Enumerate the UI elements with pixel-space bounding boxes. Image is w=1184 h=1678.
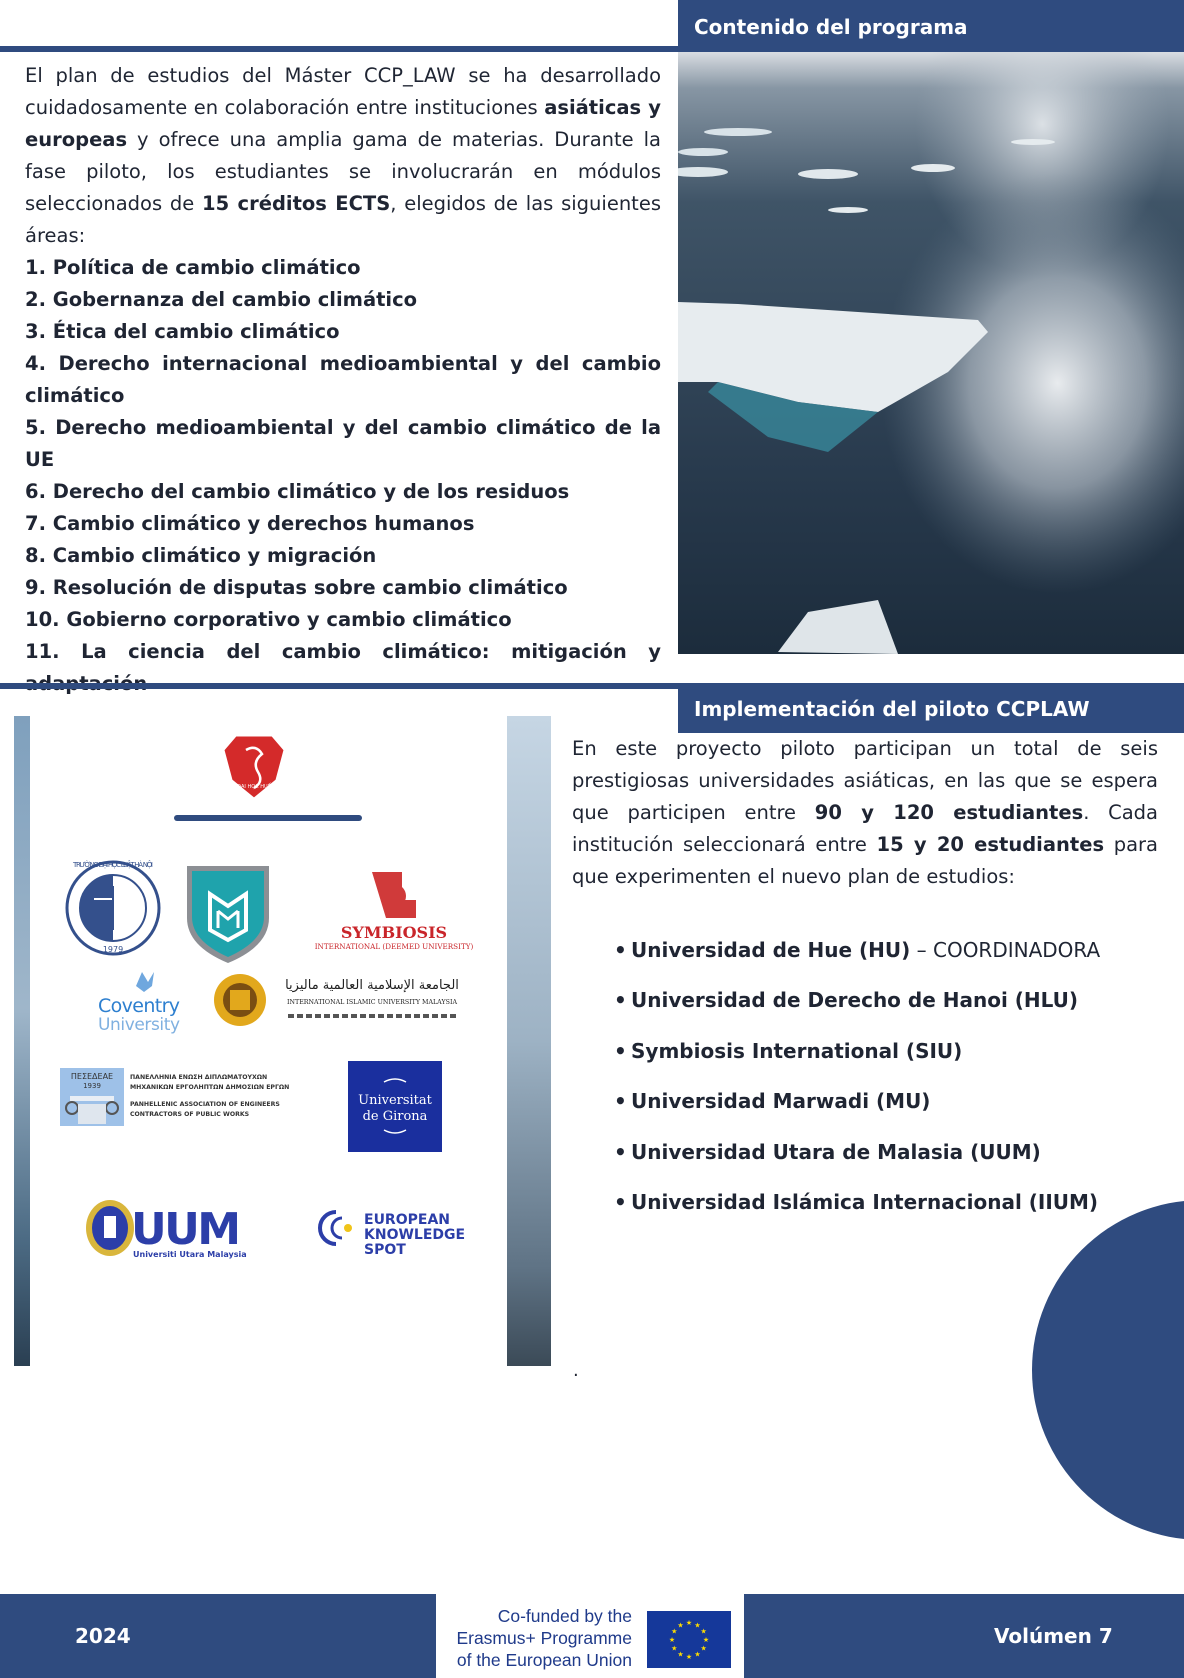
svg-text:Coventry: Coventry (98, 995, 180, 1017)
module-item: 10. Gobierno corporativo y cambio climático (25, 608, 512, 631)
coordinator-label: – COORDINADORA (910, 938, 1101, 962)
bullet-icon: • (614, 1139, 627, 1164)
bullet-icon: • (614, 1089, 627, 1114)
footer-right-band (744, 1594, 1184, 1678)
footer-volume: Volúmen 7 (994, 1624, 1113, 1648)
svg-text:1979: 1979 (102, 945, 124, 954)
bullet-icon: • (614, 938, 627, 962)
section-header-program (678, 0, 1184, 52)
eu-star-icon: ★ (668, 1636, 676, 1644)
university-item (614, 1127, 1134, 1177)
university-name: Symbiosis International (SIU) (631, 1038, 963, 1063)
bullet-icon: • (614, 1190, 627, 1215)
module-item: 11. La ciencia del cambio climático: mitigación y (25, 640, 661, 663)
eu-line-2: Erasmus+ Programme (456, 1628, 632, 1648)
university-item (614, 975, 1134, 1025)
photo-edge-left (14, 716, 30, 1366)
top-divider (0, 46, 680, 52)
svg-text:Universitat: Universitat (358, 1093, 432, 1108)
emphasis-text: 15 y 20 estudiantes (876, 833, 1105, 856)
footer-left-band (0, 1594, 436, 1678)
svg-text:PANHELLENIC ASSOCIATION OF ENG: PANHELLENIC ASSOCIATION OF ENGINEERS (130, 1101, 280, 1108)
svg-text:de Girona: de Girona (362, 1109, 428, 1124)
eu-star-icon: ★ (694, 1650, 701, 1659)
eu-line-3: of the European Union (456, 1650, 632, 1670)
university-name: Universidad Marwadi (MU) (631, 1089, 931, 1114)
svg-text:الجامعة الإسلامية العالمية مال: الجامعة الإسلامية العالمية ماليزيا (285, 978, 459, 993)
uum-logo (86, 1200, 247, 1259)
svg-text:INTERNATIONAL (DEEMED UNIVERSI: INTERNATIONAL (DEEMED UNIVERSITY) (314, 942, 474, 951)
svg-text:INTERNATIONAL ISLAMIC UNIVERSI: INTERNATIONAL ISLAMIC UNIVERSITY MALAYSIA (287, 999, 457, 1006)
body-text: para que experimenten el nuevo plan de estudios: (572, 833, 1158, 888)
bullet-icon: • (614, 988, 627, 1013)
university-name: Universidad Islámica Internacional (IIUM) (631, 1190, 1099, 1215)
program-intro (25, 60, 661, 252)
eu-star-icon: ★ (671, 1644, 678, 1653)
module-item: 6. Derecho del cambio climático y de los residuos (25, 480, 570, 503)
body-text: . Cada institución seleccionará entre (572, 801, 1159, 856)
university-item (614, 925, 1134, 975)
logo-divider (174, 815, 362, 821)
module-item: 8. Cambio climático y migración (25, 544, 377, 567)
svg-text:Universiti Utara Malaysia: Universiti Utara Malaysia (133, 1250, 247, 1259)
hanoi-law-university-logo (67, 860, 159, 954)
partner-logos (14, 716, 557, 1383)
module-item: 5. Derecho medioambiental y del cambio climático de la UE (25, 416, 661, 471)
ice-sea-photo (678, 52, 1184, 654)
svg-text:University: University (98, 1015, 180, 1035)
svg-text:ĐẠI HỌC HUẾ: ĐẠI HỌC HUẾ (237, 784, 271, 790)
university-list (614, 925, 1134, 1227)
section-header-pilot (678, 683, 1184, 733)
module-item: 9. Resolución de disputas sobre cambio climático (25, 576, 568, 599)
svg-text:ΠΕΣΕΔΕΑΕ: ΠΕΣΕΔΕΑΕ (70, 1072, 114, 1081)
eu-star-icon: ★ (677, 1621, 684, 1630)
eu-star-icon: ★ (685, 1653, 693, 1661)
ice-image (678, 52, 1184, 654)
svg-text:KNOWLEDGE: KNOWLEDGE (364, 1227, 466, 1243)
university-item (614, 1026, 1134, 1076)
svg-text:CONTRACTORS OF PUBLIC WORKS: CONTRACTORS OF PUBLIC WORKS (130, 1111, 250, 1118)
svg-text:1939: 1939 (83, 1082, 101, 1090)
erasmus-cofunded-text (440, 1605, 632, 1671)
eu-line-1: Co-funded by the (497, 1606, 632, 1626)
module-item: 4. Derecho internacional medioambiental y del cambio climático (25, 352, 661, 407)
module-item: 7. Cambio climático y derechos humanos (25, 512, 475, 535)
eu-star-icon: ★ (677, 1650, 684, 1659)
trailing-dot: . (573, 1360, 579, 1381)
university-name: Universidad Utara de Malasia (UUM) (631, 1139, 1041, 1164)
svg-text:SPOT: SPOT (364, 1242, 406, 1258)
svg-text:SYMBIOSIS: SYMBIOSIS (340, 923, 448, 942)
emphasis-text: asiáticas y europeas (25, 96, 661, 151)
footer-year: 2024 (75, 1624, 131, 1648)
eu-flag-icon (647, 1611, 731, 1668)
svg-text:ΜΗΧΑΝΙΚΩΝ ΕΡΓΟΛΗΠΤΩΝ ΔΗΜΟΣΙΩΝ: ΜΗΧΑΝΙΚΩΝ ΕΡΓΟΛΗΠΤΩΝ ΔΗΜΟΣΙΩΝ ΕΡΓΩΝ (130, 1084, 290, 1091)
eu-star-icon: ★ (694, 1621, 701, 1630)
svg-text:ΠΑΝΕΛΛΗΝΙΑ ΕΝΩΣΗ ΔΙΠΛΩΜΑΤΟΥΧΩΝ: ΠΑΝΕΛΛΗΝΙΑ ΕΝΩΣΗ ΔΙΠΛΩΜΑΤΟΥΧΩΝ (130, 1074, 268, 1081)
partner-logos-panel (14, 716, 557, 1383)
eu-star-icon: ★ (700, 1627, 707, 1636)
module-item: 2. Gobernanza del cambio climático (25, 288, 418, 311)
section-title: Implementación del piloto CCPLAW (694, 697, 1090, 721)
photo-edge-right (507, 716, 551, 1366)
svg-text:TRƯỜNG ĐẠI HỌC LUẬT HÀ NỘI: TRƯỜNG ĐẠI HỌC LUẬT HÀ NỘI (73, 861, 153, 869)
universitat-de-girona-logo (348, 1061, 442, 1152)
svg-text:UUM: UUM (131, 1204, 241, 1255)
module-item: 1. Política de cambio climático (25, 256, 361, 279)
university-name: Universidad de Derecho de Hanoi (HLU) (631, 988, 1079, 1013)
body-text: , elegidos de las siguientes áreas: (25, 192, 661, 247)
body-text: y ofrece una amplia gama de materias. Durante la fase piloto, los estudiantes se involucrarán en módulos seleccionados de (25, 128, 661, 215)
svg-text:EUROPEAN: EUROPEAN (364, 1212, 450, 1228)
pilot-intro (572, 733, 1158, 893)
eu-star-icon: ★ (702, 1636, 710, 1644)
body-text: En este proyecto piloto participan un total de seis prestigiosas universidades asiáticas, en las que se espera que participen entre (572, 737, 1158, 824)
section-title: Contenido del programa (694, 15, 968, 39)
emphasis-text: 90 y 120 estudiantes (814, 801, 1084, 824)
bullet-icon: • (614, 1038, 627, 1063)
eu-star-icon: ★ (700, 1644, 707, 1653)
university-name: Universidad de Hue (HU) (631, 938, 911, 962)
eu-star-icon: ★ (671, 1627, 678, 1636)
middle-divider (0, 683, 680, 689)
module-item: 3. Ética del cambio climático (25, 320, 340, 343)
module-list (25, 252, 661, 700)
emphasis-text: 15 créditos ECTS (202, 192, 391, 215)
decorative-circle (1032, 1200, 1184, 1540)
eu-star-icon: ★ (685, 1619, 693, 1627)
body-text: El plan de estudios del Máster CCP_LAW se ha desarrollado cuidadosamente en colaboración entre instituciones (25, 64, 661, 119)
university-item (614, 1076, 1134, 1126)
eu-stars (647, 1611, 731, 1668)
university-item (614, 1177, 1134, 1227)
